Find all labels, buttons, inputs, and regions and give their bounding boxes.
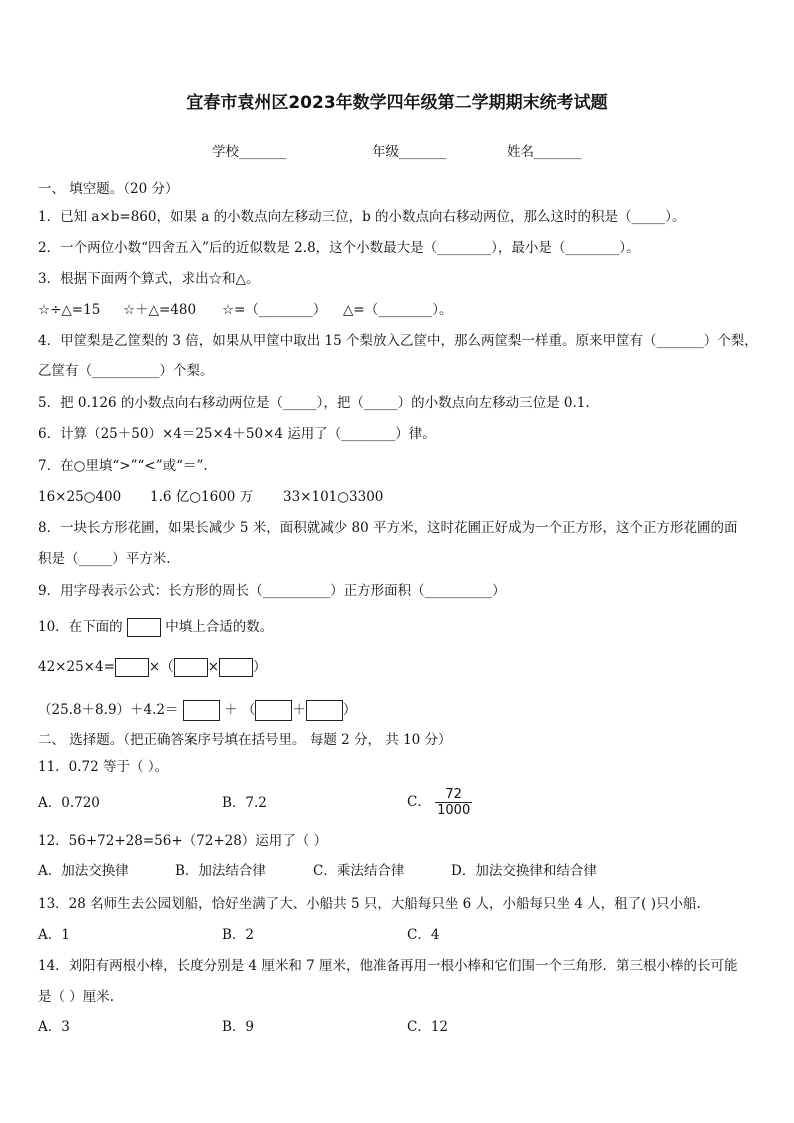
q10-prefix: 10．在下面的 [38,619,123,635]
q12-option-a: A．加法交换律 [38,863,129,879]
question-9: 9．用字母表示公式：长方形的周长（__________）正方形面积（__________） [38,583,506,599]
q12-option-c: C．乘法结合律 [313,863,405,879]
answer-box[interactable] [306,700,343,721]
eq1-close: ） [253,659,267,675]
answer-box[interactable] [127,618,161,637]
q3-item: ☆＋△=480 [123,302,197,318]
question-8: 8．一块长方形花圃，如果长减少 5 米，面积就减少 80 平方米，这时花圃正好成为一个正方形，这个正方形花圃的面 [38,520,738,536]
q7-item: 16×25○400 [38,489,122,505]
question-4: 4．甲筐梨是乙筐梨的 3 倍，如果从甲筐中取出 15 个梨放入乙筐中，那么两筐梨一样重。原来甲筐有（_______）个梨， [38,333,758,349]
question-6: 6．计算（25＋50）×4＝25×4＋50×4 运用了（________）律。 [38,426,436,442]
eq1-mid: × [207,659,220,675]
answer-box[interactable] [255,700,292,721]
q13-option-c: C．4 [407,927,440,943]
q14-option-a: A．3 [38,1019,70,1035]
question-3: 3．根据下面两个算式，求出☆和△。 [38,271,260,287]
answer-box[interactable] [219,658,253,677]
question-12: 12．56+72+28=56+（72+28）运用了（ ） [38,833,328,849]
eq1-left: 42×25×4= [38,659,115,675]
grade-field: 年级_______ [372,144,447,160]
question-11: 11．0.72 等于（ ）。 [38,759,169,775]
eq1-times: ×（ [148,659,174,675]
q13-option-b: B．2 [222,927,255,943]
q11-option-c-label: C． [407,794,431,810]
question-14: 14．刘阳有两根小棒，长度分别是 4 厘米和 7 厘米，他准备再用一根小棒和它们围一个三角形．第三根小棒的长可能 [38,958,738,974]
q10-suffix: 中填上合适的数。 [165,619,274,635]
q7-item: 33×101○3300 [283,489,384,505]
eq2-plus: ＋ （ [224,702,256,718]
fraction-numerator: 72 [435,787,472,803]
q10-equation-2 [38,698,356,722]
answer-box[interactable] [183,700,220,721]
q11-option-a: A．0.720 [38,795,100,811]
q14-option-b: B．9 [222,1019,255,1035]
q11-option-c [407,784,472,820]
question-5: 5．把 0.126 的小数点向右移动两位是（_____），把（_____）的小数点向左移动三位是 0.1. [38,395,590,411]
fraction-denominator: 1000 [437,803,471,818]
question-2: 2．一个两位小数“四舍五入”后的近似数是 2.8，这个小数最大是（________），最小是（________）。 [38,240,640,256]
fraction [435,787,472,818]
q14-option-c: C．12 [407,1019,449,1035]
page-title: 宜春市袁州区2023年数学四年级第二学期期末统考试题 [186,93,608,113]
q3-item: △=（________）。 [343,302,453,318]
name-field: 姓名_______ [507,144,582,160]
eq2-mid: ＋ [292,702,306,718]
question-1: 1．已知 a×b=860，如果 a 的小数点向左移动三位，b 的小数点向右移动两位，那么这时的积是（_____）。 [38,209,686,225]
q10-equation-1 [38,655,267,679]
eq2-left: （25.8＋8.9）＋4.2＝ [38,702,179,718]
q11-option-b: B．7.2 [222,795,267,811]
question-8-cont: 积是（_____）平方米. [38,551,171,567]
answer-box[interactable] [115,658,149,677]
q12-option-d: D．加法交换律和结合律 [451,863,597,879]
question-10 [38,615,273,639]
answer-box[interactable] [174,658,208,677]
section2-header: 二、 选择题。（把正确答案序号填在括号里。 每题 2 分， 共 10 分） [38,732,452,748]
q7-item: 1.6 亿○1600 万 [150,489,254,505]
section1-header: 一、 填空题。（20 分） [38,181,179,197]
question-4-cont: 乙筐有（__________）个梨。 [38,363,214,379]
question-13: 13．28 名师生去公园划船，恰好坐满了大、小船共 5 只，大船每只坐 6 人，小船每只坐 4 人，租了( )只小船. [38,896,701,912]
q3-item: ☆÷△=15 [38,302,101,318]
eq2-close: ） [342,702,357,718]
school-field: 学校_______ [212,144,287,160]
q13-option-a: A．1 [38,927,70,943]
question-14-cont: 是（ ）厘米. [38,989,115,1005]
question-7: 7．在○里填“>”“<”或“＝”. [38,458,208,474]
q12-option-b: B．加法结合律 [175,863,266,879]
q3-item: ☆=（________） [222,302,327,318]
